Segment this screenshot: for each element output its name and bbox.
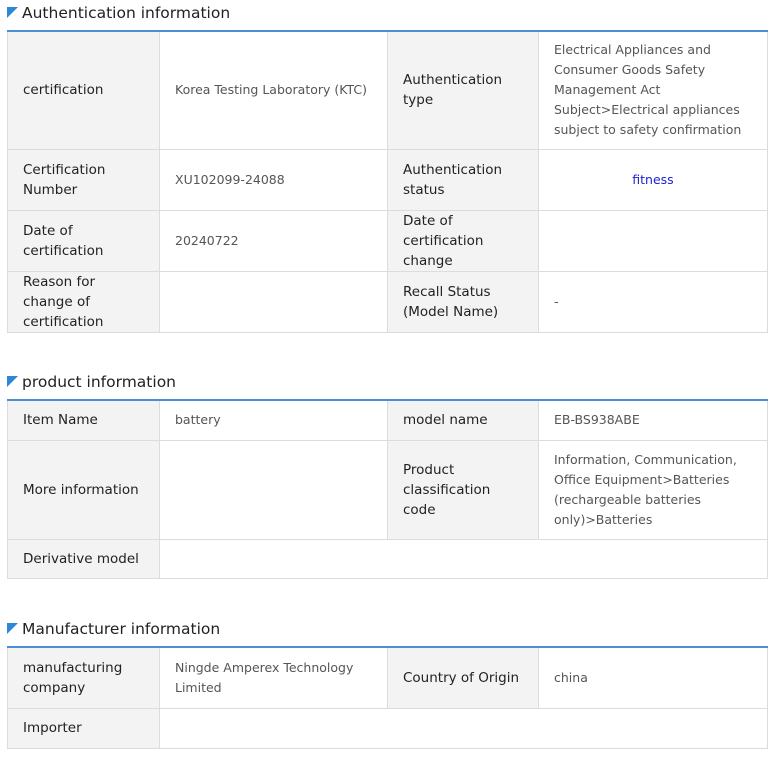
certification-value: Korea Testing Laboratory (KTC) (160, 31, 388, 149)
manufacturer-section-title (7, 618, 220, 640)
table-row (8, 149, 768, 210)
table-row (8, 400, 768, 440)
cert-date-label: Date of certification (8, 210, 160, 271)
item-name-value: battery (160, 400, 388, 440)
auth-type-label: Authentication type (388, 31, 539, 149)
triangle-marker-icon (7, 376, 18, 387)
model-name-label: model name (388, 400, 539, 440)
product-table (7, 399, 768, 579)
item-name-label: Item Name (8, 400, 160, 440)
table-row (8, 708, 768, 748)
recall-status-value: - (539, 271, 768, 332)
auth-table (7, 30, 768, 333)
triangle-marker-icon (7, 7, 18, 18)
table-row (8, 440, 768, 539)
class-code-value: Information, Communication, Office Equipment>Batteries (rechargeable batteries only)>Batteries (539, 440, 768, 539)
cert-date-value: 20240722 (160, 210, 388, 271)
manufacturer-table (7, 646, 768, 749)
auth-type-value: Electrical Appliances and Consumer Goods Safety Management Act Subject>Electrical appliances subject to safety confirmation (539, 31, 768, 149)
auth-section-title (7, 2, 230, 24)
derivative-model-value (160, 539, 768, 578)
auth-status-cell (539, 149, 768, 210)
certification-label: certification (8, 31, 160, 149)
importer-label: Importer (8, 708, 160, 748)
table-row (8, 271, 768, 332)
auth-status-label: Authentication status (388, 149, 539, 210)
importer-value (160, 708, 768, 748)
auth-status-link[interactable]: fitness (632, 171, 674, 187)
recall-status-label: Recall Status (Model Name) (388, 271, 539, 332)
table-row (8, 647, 768, 708)
model-name-value: EB-BS938ABE (539, 400, 768, 440)
cert-change-date-value (539, 210, 768, 271)
table-row (8, 31, 768, 149)
auth-title-text: Authentication information (22, 4, 231, 22)
derivative-model-label: Derivative model (8, 539, 160, 578)
change-reason-value (160, 271, 388, 332)
cert-number-label: Certification Number (8, 149, 160, 210)
cert-change-date-label: Date of certification change (388, 210, 539, 271)
product-title-text: product information (22, 373, 177, 391)
more-info-value (160, 440, 388, 539)
country-of-origin-label: Country of Origin (388, 647, 539, 708)
triangle-marker-icon (7, 623, 18, 634)
manufacturing-company-label: manufacturing company (8, 647, 160, 708)
more-info-label: More information (8, 440, 160, 539)
cert-number-value: XU102099-24088 (160, 149, 388, 210)
class-code-label: Product classification code (388, 440, 539, 539)
manufacturing-company-value: Ningde Amperex Technology Limited (160, 647, 388, 708)
table-row (8, 539, 768, 578)
change-reason-label: Reason for change of certification (8, 271, 160, 332)
product-section-title (7, 371, 176, 393)
manufacturer-title-text: Manufacturer information (22, 620, 221, 638)
table-row (8, 210, 768, 271)
country-of-origin-value: china (539, 647, 768, 708)
